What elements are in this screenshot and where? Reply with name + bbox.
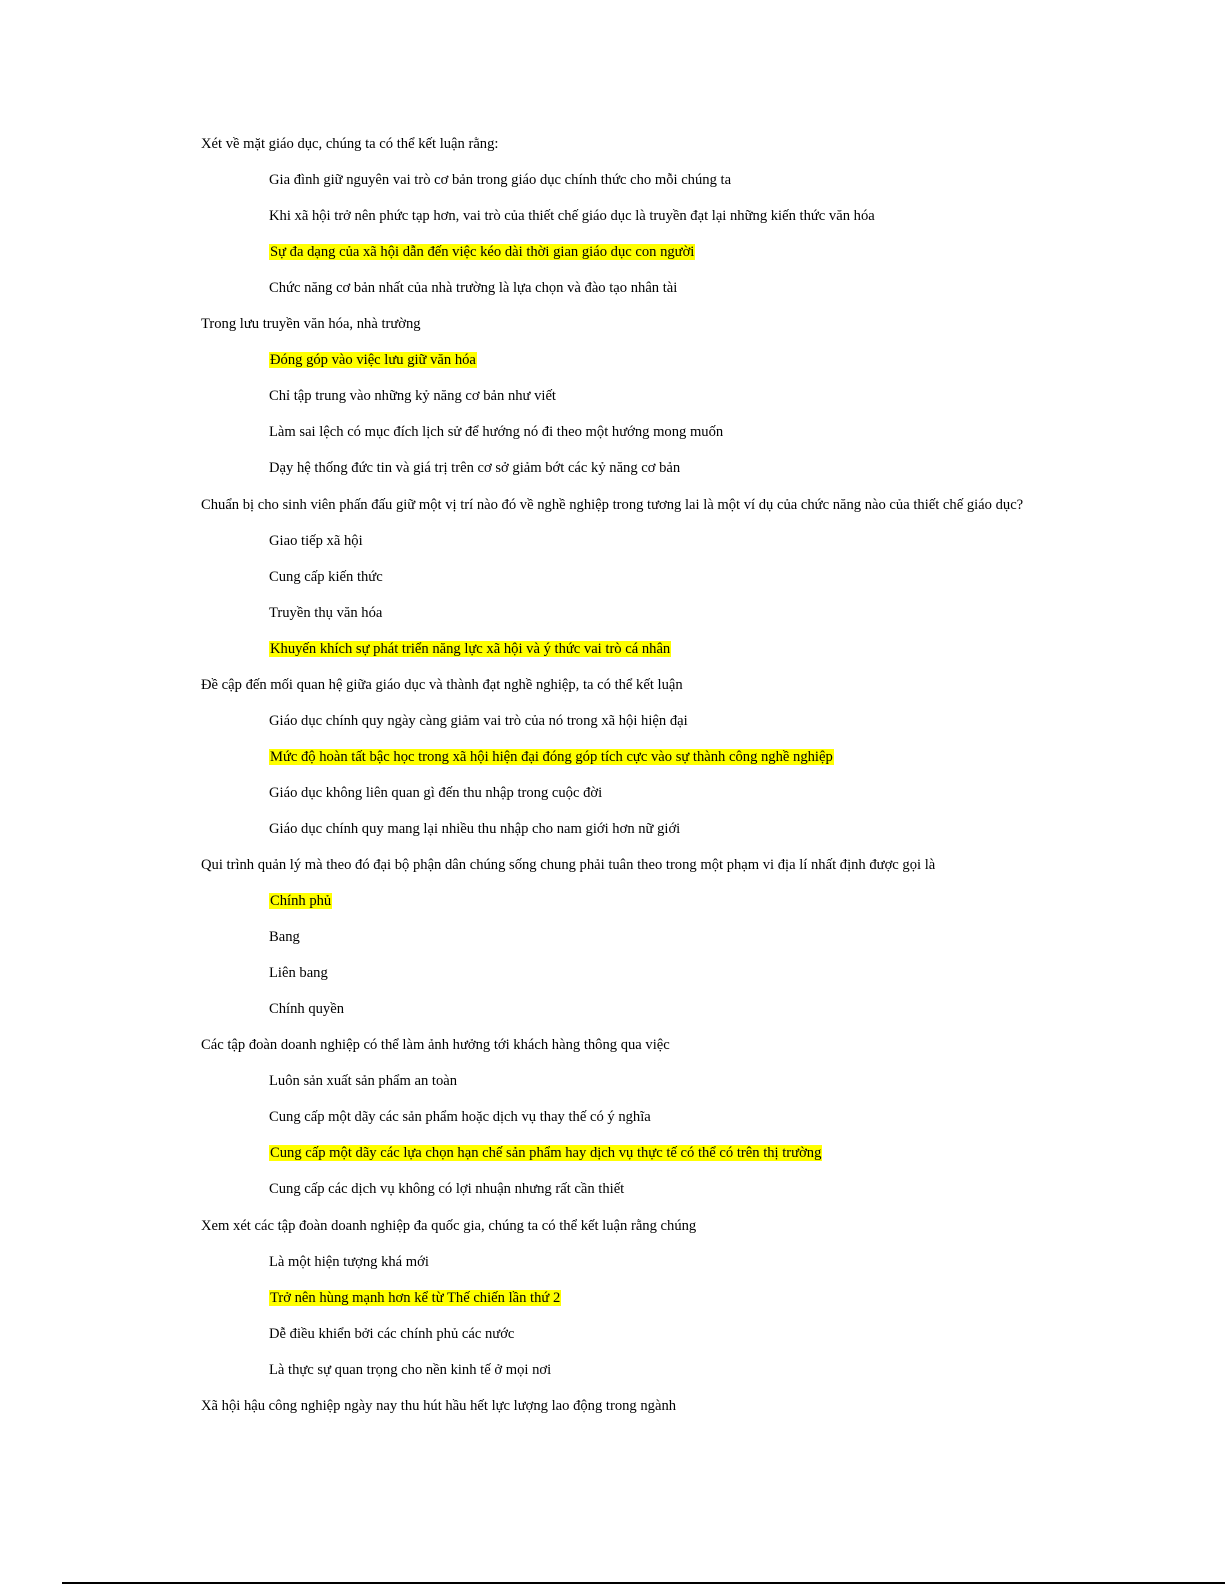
answer-option-highlighted — [269, 891, 332, 911]
answer-option-text: Cung cấp một dãy các sản phẩm hoặc dịch vụ thay thế có ý nghĩa — [269, 1109, 651, 1126]
question-text: Qui trình quản lý mà theo đó đại bộ phận dân chúng sống chung phải tuân theo trong một phạm vi địa lí nhất định được gọi là — [201, 857, 936, 873]
question-text: Xem xét các tập đoàn doanh nghiệp đa quốc gia, chúng ta có thể kết luận rằng chúng — [201, 1217, 697, 1234]
answer-option-text: Khuyến khích sự phát triển năng lực xã hội và ý thức vai trò cá nhân — [270, 640, 671, 657]
answer-option-text: Làm sai lệch có mục đích lịch sử để hướng nó đi theo một hướng mong muốn — [269, 424, 724, 441]
answer-option-text: Chức năng cơ bản nhất của nhà trường là lựa chọn và đào tạo nhân tài — [269, 280, 678, 297]
answer-option-text: Giao tiếp xã hội — [269, 532, 363, 549]
answer-option-text: Truyền thụ văn hóa — [269, 604, 383, 621]
answer-option-text: Liên bang — [269, 965, 328, 982]
question-text: Xã hội hậu công nghiệp ngày nay thu hút hầu hết lực lượng lao động trong ngành — [201, 1397, 677, 1414]
answer-option — [269, 1252, 429, 1272]
answer-option-text: Sự đa dạng của xã hội dẫn đến việc kéo dài thời gian giáo dục con người — [270, 244, 695, 261]
answer-option-text: Là một hiện tượng khá mới — [269, 1253, 429, 1270]
answer-option — [269, 603, 382, 623]
answer-option-highlighted — [269, 1143, 822, 1163]
answer-option-text: Đóng góp vào việc lưu giữ văn hóa — [270, 352, 476, 369]
answer-option-highlighted — [269, 1288, 561, 1308]
answer-option — [269, 711, 688, 731]
answer-option — [269, 1179, 624, 1199]
answer-option-text: Dễ điều khiển bởi các chính phủ các nước — [269, 1325, 515, 1342]
answer-option — [269, 1360, 551, 1380]
page-bottom-rule — [62, 1582, 1225, 1584]
answer-option — [269, 422, 723, 442]
answer-option-text: Cung cấp một dãy các lựa chọn hạn chế sản phẩm hay dịch vụ thực tế có thể có trên thị trường — [270, 1145, 822, 1162]
question-text: Trong lưu truyền văn hóa, nhà trường — [201, 316, 421, 333]
answer-option — [269, 386, 556, 406]
answer-option — [269, 531, 363, 551]
answer-option-text: Chỉ tập trung vào những kỷ năng cơ bản như viết — [269, 388, 556, 405]
answer-option — [269, 927, 300, 947]
answer-option — [269, 1107, 651, 1127]
answer-option — [269, 1071, 457, 1091]
answer-option-text: Cung cấp kiến thức — [269, 568, 383, 585]
answer-option-text: Gia đình giữ nguyên vai trò cơ bản trong giáo dục chính thức cho mỗi chúng ta — [269, 172, 732, 189]
answer-option — [269, 1324, 514, 1344]
question-text: Các tập đoàn doanh nghiệp có thể làm ảnh hưởng tới khách hàng thông qua việc — [201, 1037, 670, 1054]
answer-option — [269, 963, 328, 983]
answer-option — [269, 206, 875, 226]
answer-option-text: Khi xã hội trở nên phức tạp hơn, vai trò của thiết chế giáo dục là truyền đạt lại những kiến thức văn hóa — [269, 208, 875, 225]
answer-option-text: Chính phủ — [270, 893, 332, 910]
answer-option — [269, 783, 602, 803]
answer-option-text: Giáo dục không liên quan gì đến thu nhập trong cuộc đời — [269, 784, 603, 801]
answer-option-highlighted — [269, 350, 477, 370]
answer-option-highlighted — [269, 242, 695, 262]
answer-option-text: Giáo dục chính quy ngày càng giảm vai trò của nó trong xã hội hiện đại — [269, 712, 688, 729]
answer-option-highlighted — [269, 639, 671, 659]
answer-option — [269, 458, 680, 478]
answer-option — [269, 819, 680, 839]
question-text: Đề cập đến mối quan hệ giữa giáo dục và thành đạt nghề nghiệp, ta có thể kết luận — [201, 676, 683, 693]
answer-option — [269, 278, 677, 298]
answer-option-text: Cung cấp các dịch vụ không có lợi nhuận nhưng rất cần thiết — [269, 1181, 625, 1198]
answer-option — [269, 999, 344, 1019]
answer-option-text: Là thực sự quan trọng cho nền kinh tế ở mọi nơi — [269, 1361, 552, 1378]
question-text: Xét về mặt giáo dục, chúng ta có thể kết luận rằng: — [201, 136, 499, 152]
answer-option — [269, 170, 731, 190]
answer-option — [269, 567, 383, 587]
answer-option-text: Dạy hệ thống đức tin và giá trị trên cơ sở giảm bớt các kỷ năng cơ bản — [269, 460, 681, 477]
question-text: Chuẩn bị cho sinh viên phấn đấu giữ một vị trí nào đó về nghề nghiệp trong tương lai là một ví dụ của chức năng nào của thiết chế giáo dục? — [201, 496, 1024, 513]
answer-option-text: Luôn sản xuất sản phẩm an toàn — [269, 1073, 458, 1090]
answer-option-text: Bang — [269, 929, 300, 946]
answer-option-text: Trở nên hùng mạnh hơn kể từ Thế chiến lần thứ 2 — [270, 1289, 561, 1306]
answer-option-text: Mức độ hoàn tất bậc học trong xã hội hiện đại đóng góp tích cực vào sự thành công nghề nghiệp — [270, 748, 833, 765]
answer-option-text: Giáo dục chính quy mang lại nhiều thu nhập cho nam giới hơn nữ giới — [269, 820, 681, 837]
answer-option-highlighted — [269, 747, 834, 767]
answer-option-text: Chính quyền — [269, 1001, 344, 1018]
